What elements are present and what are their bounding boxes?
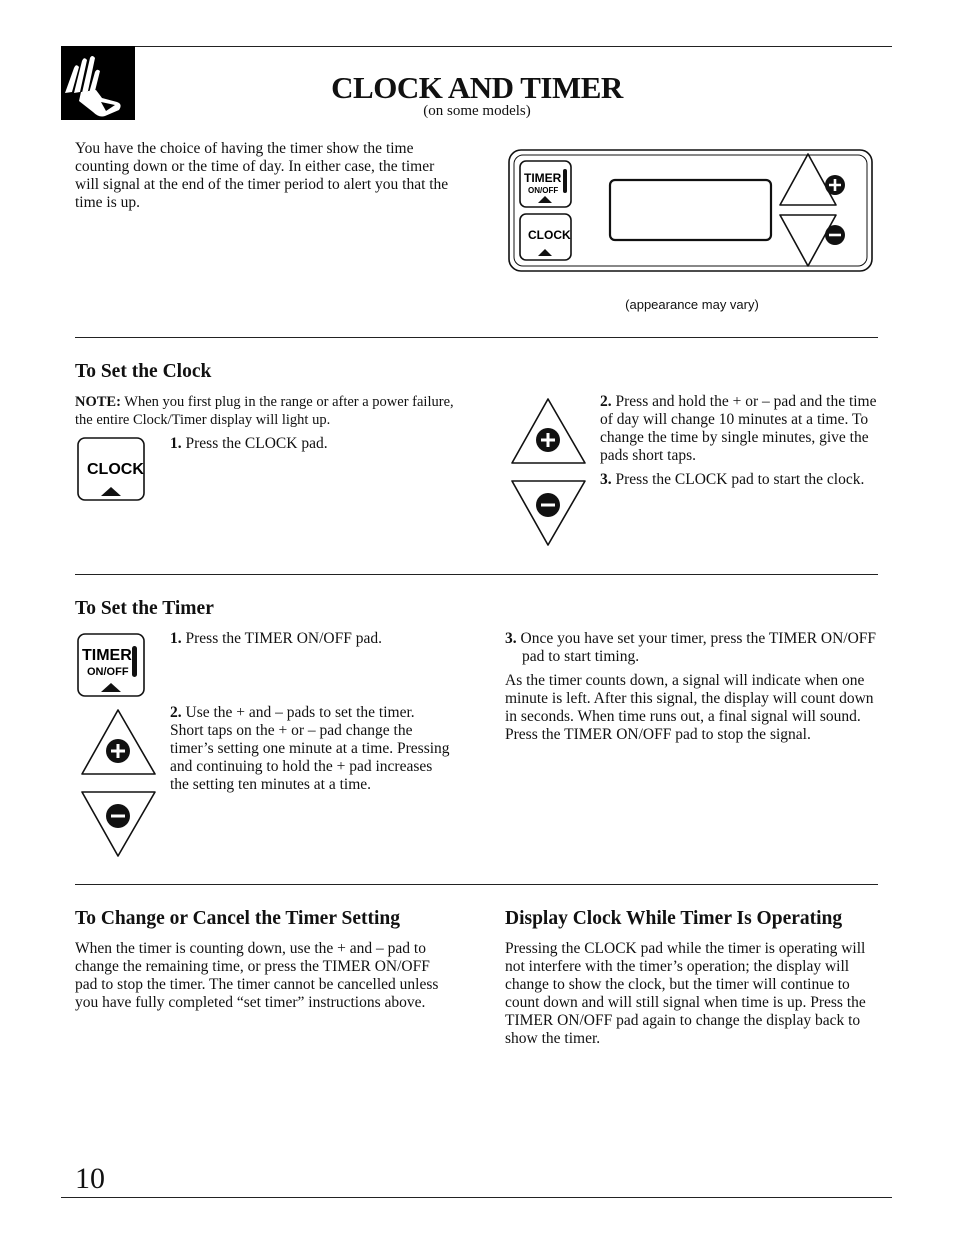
timer-pad-icon <box>77 633 147 699</box>
set-clock-step-2 <box>600 393 878 465</box>
set-timer-step-2 <box>170 704 450 794</box>
appearance-caption: (appearance may vary) <box>625 297 759 312</box>
plus-pad-icon <box>80 708 158 776</box>
set-timer-step-3 <box>505 630 882 666</box>
svg-text:TIMER: TIMER <box>82 647 132 664</box>
top-rule <box>61 46 892 47</box>
step-text: Use the + and – pads to set the timer. Short taps on the + or – pad change the timer’s setting one minute at a time. Pressing and continuing to hold the + pad increases the setting ten minutes at a time. <box>170 704 450 793</box>
change-cancel-heading: To Change or Cancel the Timer Setting <box>75 908 401 929</box>
timer-countdown-text: As the timer counts down, a signal will indicate when one minute is left. After this signal, the display will count down in seconds. When time runs out, a final signal will sound. Press the TIMER ON/OFF pad to stop the signal. <box>505 672 874 743</box>
step-text: Press the TIMER ON/OFF pad. <box>181 630 382 647</box>
bottom-rule <box>61 1197 892 1198</box>
set-clock-note <box>75 393 460 429</box>
clock-pad-icon <box>77 437 147 503</box>
svg-text:CLOCK: CLOCK <box>528 228 571 242</box>
set-clock-step-3 <box>600 471 875 489</box>
step-number: 3. <box>505 630 517 647</box>
step-number: 2. <box>170 704 182 721</box>
svg-text:ON/OFF: ON/OFF <box>87 666 129 678</box>
section-divider-3 <box>75 884 878 885</box>
pointing-hand-icon <box>61 46 135 120</box>
step-number: 1. <box>170 630 182 647</box>
change-cancel-text: When the timer is counting down, use the + and – pad to change the remaining time, or press the TIMER ON/OFF pad to stop the timer. The timer cannot be cancelled unless you have fully completed “set timer” instructions above. <box>75 940 439 1011</box>
plus-pad-icon <box>510 397 588 465</box>
step-text: Press the CLOCK pad to start the clock. <box>611 471 865 488</box>
section-divider-1 <box>75 337 878 338</box>
set-timer-heading: To Set the Timer <box>75 598 214 619</box>
intro-text: You have the choice of having the timer show the time counting down or the time of day. In either case, the timer will signal at the end of the timer period to alert you that the time is up. <box>75 140 449 211</box>
note-text: When you first plug in the range or after a power failure, the entire Clock/Timer display will light up. <box>75 394 454 428</box>
page-number: 10 <box>75 1162 105 1195</box>
step-number: 3. <box>600 471 612 488</box>
page-subtitle: (on some models) <box>423 103 531 119</box>
set-timer-step-1 <box>170 630 450 648</box>
step-number: 1. <box>170 435 182 452</box>
control-panel-illustration <box>508 149 874 273</box>
set-clock-step-1 <box>170 435 450 453</box>
step-number: 2. <box>600 393 612 410</box>
step-text: Once you have set your timer, press the TIMER ON/OFF pad to start timing. <box>516 630 877 665</box>
display-clock-text: Pressing the CLOCK pad while the timer is operating will not interfere with the timer’s operation; the display will change to show the clock, but the timer will continue to count down and will still signal when time is up. Press the TIMER ON/OFF pad again to change the display back to show the timer. <box>505 940 866 1047</box>
section-divider-2 <box>75 574 878 575</box>
step-text: Press and hold the + or – pad and the time of day will change 10 minutes at a time. To change the time by single minutes, give the pads short taps. <box>600 393 877 464</box>
minus-pad-icon <box>80 790 158 858</box>
note-label: NOTE: <box>75 394 121 410</box>
svg-text:CLOCK: CLOCK <box>87 461 144 478</box>
svg-text:ON/OFF: ON/OFF <box>528 186 559 195</box>
set-clock-heading: To Set the Clock <box>75 361 212 382</box>
minus-pad-icon <box>510 479 588 547</box>
svg-text:TIMER: TIMER <box>524 171 562 185</box>
step-text: Press the CLOCK pad. <box>181 435 328 452</box>
display-clock-heading: Display Clock While Timer Is Operating <box>505 908 843 929</box>
page-title: CLOCK AND TIMER <box>331 70 623 105</box>
